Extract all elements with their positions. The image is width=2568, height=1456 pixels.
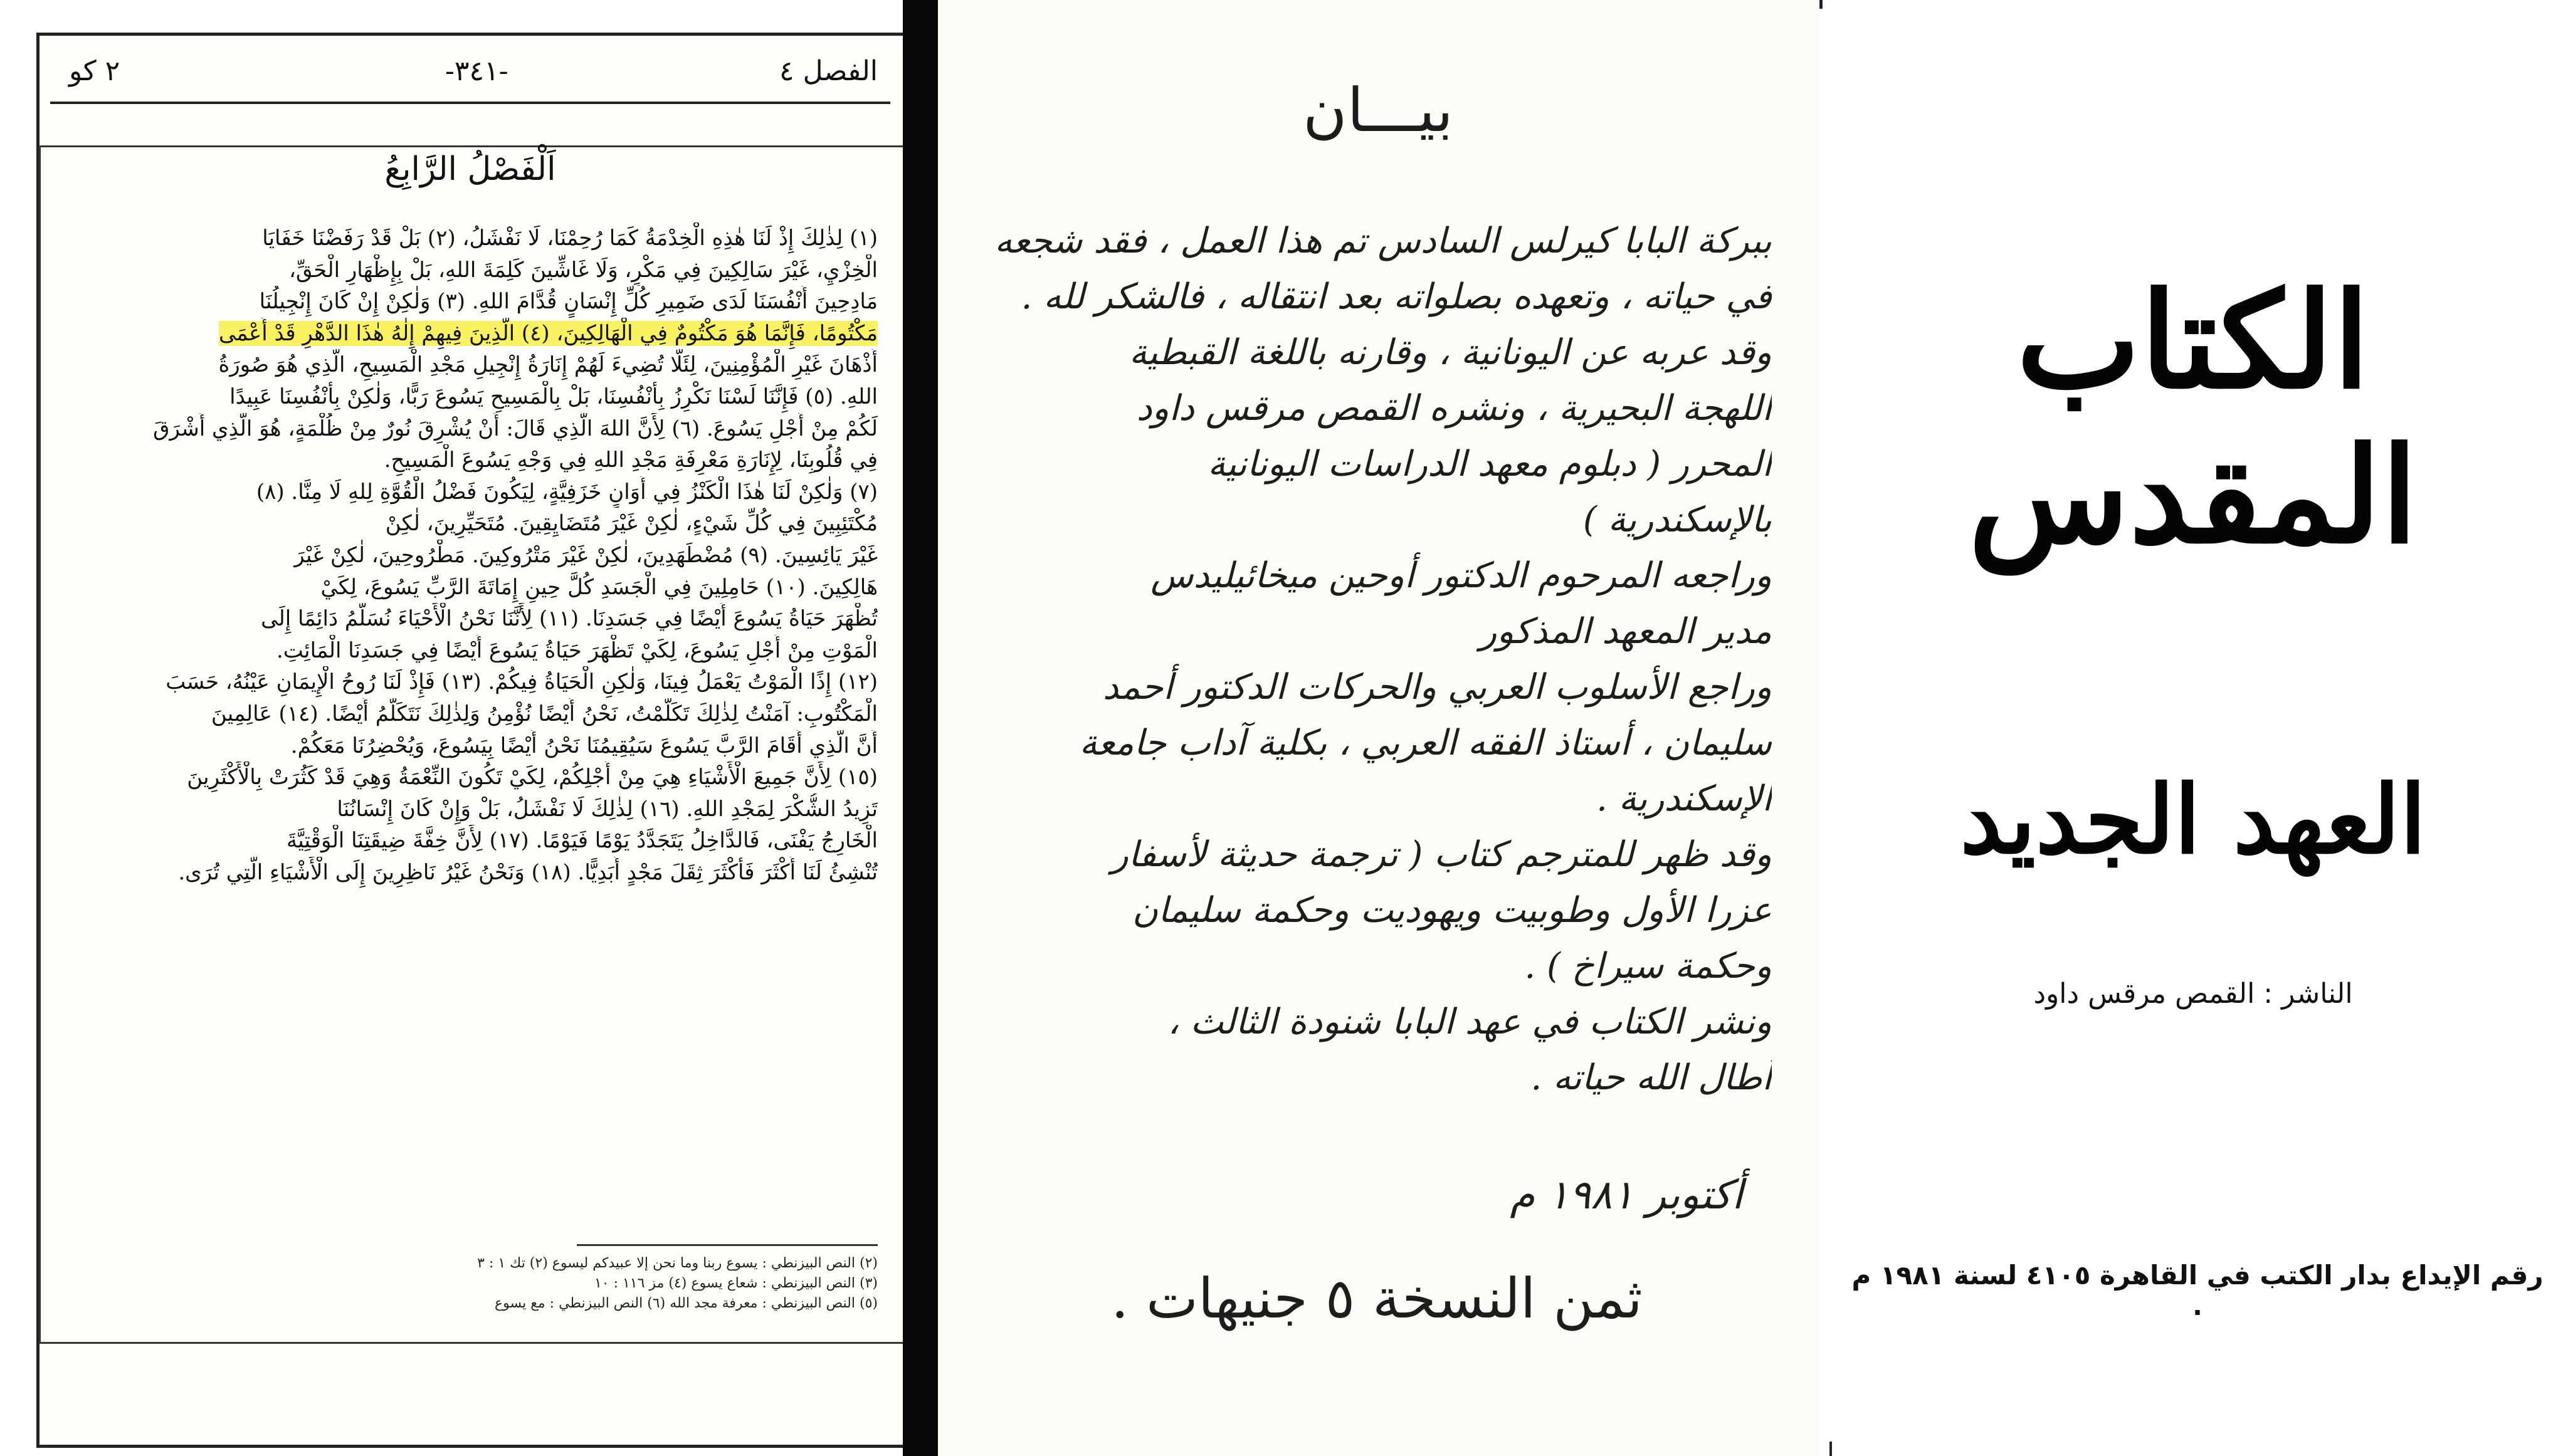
verse-line: [63, 413, 878, 445]
book-gutter: [903, 0, 938, 1456]
verse-line: [63, 825, 878, 857]
verse-line: [63, 444, 878, 476]
verse-line-text: تُظْهَرَ حَيَاةُ يَسُوعَ أَيْضًا فِي جَسَدِنَا. (١١) لِأَنَّنَا نَحْنُ الْأَحْيَاءَ نُسَلَّمُ دَائِمًا إِلَى: [261, 606, 878, 632]
statement-line: وحكمة سيراخ ) .: [1524, 946, 1772, 987]
verse-line: [63, 762, 878, 793]
verse-line: [63, 572, 878, 604]
statement-line: اللهجة البحيرية ، ونشره القمص مرقس داود: [1136, 388, 1772, 429]
footnotes: [125, 1254, 878, 1314]
verse-line-text: مُكْتَئِبِينَ فِي كُلِّ شَيْءٍ، لٰكِنْ غَيْرَ مُتَضَايِقِينَ. مُتَحَيِّرِينَ، لٰكِنْ: [385, 511, 878, 537]
statement-line: وراجع الأسلوب العربي والحركات الدكتور أحمد: [1102, 667, 1772, 708]
verse-line: [63, 540, 878, 572]
statement-title: بيـــان: [1303, 75, 1453, 145]
verse-line-text: الْخِزْيِ، غَيْرَ سَالِكِينَ فِي مَكْرٍ، وَلَا غَاشِّينَ كَلِمَةَ اللهِ، بَلْ بِإِظْهَارِ الْحَقِّ،: [288, 257, 878, 283]
statement-line: مدير المعهد المذكور: [1480, 611, 1772, 652]
statement-line: بالإسكندرية ): [1582, 500, 1772, 540]
verse-line: [63, 286, 878, 318]
verse-line-text: الْمَوْتِ مِنْ أَجْلِ يَسُوعَ، لِكَيْ تَظْهَرَ حَيَاةُ يَسُوعَ أَيْضًا فِي جَسَدِنَا الْمَائِتِ.: [276, 637, 878, 663]
new-testament-title: العهد الجديد: [1960, 765, 2426, 875]
bible-title: الكتاب المقدس: [1968, 263, 2418, 573]
verse-line: [63, 698, 878, 730]
header-rule: [50, 102, 890, 104]
verse-line-text: الْخَارِجُ يَفْنَى، فَالدَّاخِلُ يَتَجَدَّدُ يَوْمًا فَيَوْمًا. (١٧) لِأَنَّ خِفَّةَ ضِيقَتِنَا الْوَقْتِيَّةَ: [287, 828, 878, 854]
statement-line: الإسكندرية .: [1596, 778, 1772, 819]
verse-line-text: (١) لِذٰلِكَ إِذْ لَنَا هٰذِهِ الْخِدْمَةُ كَمَا رُحِمْنَا، لَا نَفْشَلُ، (٢) بَلْ قَدْ رَفَضْنَا خَفَايَا: [262, 226, 878, 251]
verse-line: [63, 508, 878, 540]
statement-price: ثمن النسخة ٥ جنيهات .: [1111, 1266, 1643, 1331]
verse-line-text: غَيْرَ يَائِسِينَ. (٩) مُضْطَهَدِينَ، لٰكِنْ غَيْرَ مَتْرُوكِينَ. مَطْرُوحِينَ، لٰكِنْ غَيْرَ: [294, 542, 878, 568]
statement-line: أطال الله حياته .: [1530, 1057, 1772, 1098]
verse-text-block: [63, 223, 878, 888]
verse-line: [63, 254, 878, 286]
statement-line: ببركة البابا كيرلس السادس تم هذا العمل ، فقد شجعه: [994, 221, 1772, 261]
verse-line: [63, 730, 878, 762]
scanned-bible-page: [0, 0, 938, 1456]
chapter-title: اَلْفَصْلُ الرَّابِعُ: [384, 150, 556, 188]
statement-body: [988, 213, 1772, 1106]
verse-line-text: مَادِحِينَ أَنْفُسَنَا لَدَى ضَمِيرِ كُلِّ إِنْسَانٍ قُدَّامَ اللهِ. (٣) وَلٰكِنْ إِنْ كَانَ إِنْجِيلُنَا: [259, 289, 878, 315]
statement-line: وراجعه المرحوم الدكتور أوحين ميخائيليدس: [1150, 555, 1772, 596]
verse-line-text: أَنَّ الَّذِي أَقَامَ الرَّبَّ يَسُوعَ سَيُقِيمُنَا نَحْنُ أَيْضًا بِيَسُوعَ، وَيُحْضِرُنَا مَعَكُمْ.: [290, 733, 878, 758]
verse-line-text: الْمَكْتُوبِ: آمَنْتُ لِذٰلِكَ تَكَلَّمْتُ، نَحْنُ أَيْضًا نُؤْمِنُ وَلِذٰلِكَ نَتَكَلَّمُ أَيْضًا. (١٤) عَالِمِينَ: [211, 701, 878, 726]
verse-line: [63, 666, 878, 698]
footnote-line: (٣) النص البيزنطي : شعاع يسوع (٤) مز ١١٦ : ١٠: [594, 1275, 878, 1291]
header-page-number: -٣٤١-: [445, 55, 508, 87]
header-book-label: ٢ كو: [69, 55, 120, 87]
verse-line: [63, 318, 878, 350]
statement-line: في حياته ، وتعهده بصلواته بعد انتقاله ، فالشكر لله .: [1021, 276, 1772, 317]
verse-line-text: فِي قُلُوبِنَا، لِإِنَارَةِ مَعْرِفَةِ مَجْدِ اللهِ فِي وَجْهِ يَسُوعَ الْمَسِيحِ.: [384, 448, 878, 473]
statement-line: وقد ظهر للمترجم كتاب ( ترجمة حديثة لأسفار: [1111, 834, 1772, 875]
verse-line-text: اللهِ. (٥) فَإِنَّنَا لَسْنَا نَكْرِزُ بِأَنْفُسِنَا، بَلْ بِالْمَسِيحِ يَسُوعَ رَبًّا، وَلٰكِنْ بِأَنْفُسِنَا عَبِيدًا: [229, 384, 878, 409]
verse-line-text: تُنْشِئُ لَنَا أَكْثَرَ فَأَكْثَرَ ثِقَلَ مَجْدٍ أَبَدِيًّا. (١٨) وَنَحْنُ غَيْرُ نَاظِرِينَ إِلَى الْأَشْيَاءِ الَّتِي تُرَى.: [178, 859, 878, 885]
verse-line-text: هَالِكِينَ. (١٠) حَامِلِينَ فِي الْجَسَدِ كُلَّ حِينٍ إِمَاتَةَ الرَّبِّ يَسُوعَ، لِكَيْ: [320, 574, 878, 600]
verse-line-text: مَكْتُومًا، فَإِنَّمَا هُوَ مَكْتُومٌ فِي الْهَالِكِينَ، (٤) الَّذِينَ فِيهِمْ إِلٰهُ هٰذَا الدَّهْرِ قَدْ أَعْمَى: [218, 320, 878, 346]
verse-line-text: لَكُمْ مِنْ أَجْلِ يَسُوعَ. (٦) لِأَنَّ اللهَ الَّذِي قَالَ: أَنْ يُشْرِقَ نُورٌ مِنْ ظُلْمَةٍ، هُوَ الَّذِي أَشْرَقَ: [153, 416, 878, 441]
verse-line-text: أَذْهَانَ غَيْرِ الْمُؤْمِنِينَ، لِئَلَّا تُضِيءَ لَهُمْ إِنَارَةُ إِنْجِيلِ مَجْدِ الْمَسِيحِ، الَّذِي هُوَ صُورَةُ: [218, 352, 878, 378]
verse-line-text: (٧) وَلٰكِنْ لَنَا هٰذَا الْكَنْزُ فِي أَوَانٍ خَزَفِيَّةٍ، لِيَكُونَ فَضْلُ الْقُوَّةِ لِلهِ لَا مِنَّا. (٨): [256, 479, 878, 505]
footnote-line: (٢) النص البيزنطي : يسوع ربنا وما نحن إلا عبيدكم ليسوع (٢) تك ١ : ٣: [477, 1255, 878, 1271]
verse-line: [63, 381, 878, 413]
scan-mark: [1829, 1442, 1832, 1456]
running-header: [69, 49, 878, 99]
publisher-line: الناشر : القمص مرقس داود: [2033, 978, 2353, 1010]
deposit-number: رقم الإيداع بدار الكتب في القاهرة ٤١٠٥ لسنة ١٩٨١ م .: [1851, 1260, 2544, 1321]
verse-line-text: (١٢) إِذًا الْمَوْتُ يَعْمَلُ فِينَا، وَلٰكِنِ الْحَيَاةُ فِيكُمْ. (١٣) فَإِذْ لَنَا رُوحُ الْإِيمَانِ عَيْنُهُ، حَسَبَ: [166, 669, 878, 695]
verse-line: [63, 223, 878, 254]
statement-line: ونشر الكتاب في عهد البابا شنودة الثالث ،: [1167, 1002, 1772, 1042]
header-chapter-label: الفصل ٤: [779, 55, 878, 87]
statement-line: سليمان ، أستاذ الفقه العربي ، بكلية آداب جامعة: [1079, 723, 1772, 763]
statement-page: [938, 0, 1818, 1456]
statement-line: المحرر ( دبلوم معهد الدراسات اليونانية: [1208, 444, 1772, 484]
verse-line: [63, 349, 878, 381]
verse-line: [63, 793, 878, 825]
verse-line: [63, 635, 878, 667]
verse-line: [63, 857, 878, 889]
title-page: [1818, 0, 2568, 1456]
footnote-line: (٥) النص البيزنطي : معرفة مجد الله (٦) النص البيزنطي : مع يسوع: [494, 1296, 878, 1311]
footnote-rule: [577, 1244, 878, 1246]
verse-line: [63, 476, 878, 508]
verse-line: [63, 603, 878, 635]
verse-line-text: (١٥) لِأَنَّ جَمِيعَ الْأَشْيَاءِ هِيَ مِنْ أَجْلِكُمْ، لِكَيْ تَكُونَ النِّعْمَةُ وَهِيَ قَدْ كَثُرَتْ بِالْأَكْثَرِينَ: [187, 765, 878, 790]
statement-date: أكتوبر ١٩٨١ م: [1510, 1172, 1743, 1218]
verse-line-text: تَزِيدُ الشُّكْرَ لِمَجْدِ اللهِ. (١٦) لِذٰلِكَ لَا نَفْشَلُ، بَلْ وَإِنْ كَانَ إِنْسَانُنَا: [337, 796, 878, 822]
statement-line: عزرا الأول وطوبيت ويهوديت وحكمة سليمان: [1132, 890, 1772, 931]
scan-mark: [1819, 0, 1823, 9]
statement-line: وقد عربه عن اليونانية ، وقارنه باللغة القبطية: [1129, 332, 1772, 373]
